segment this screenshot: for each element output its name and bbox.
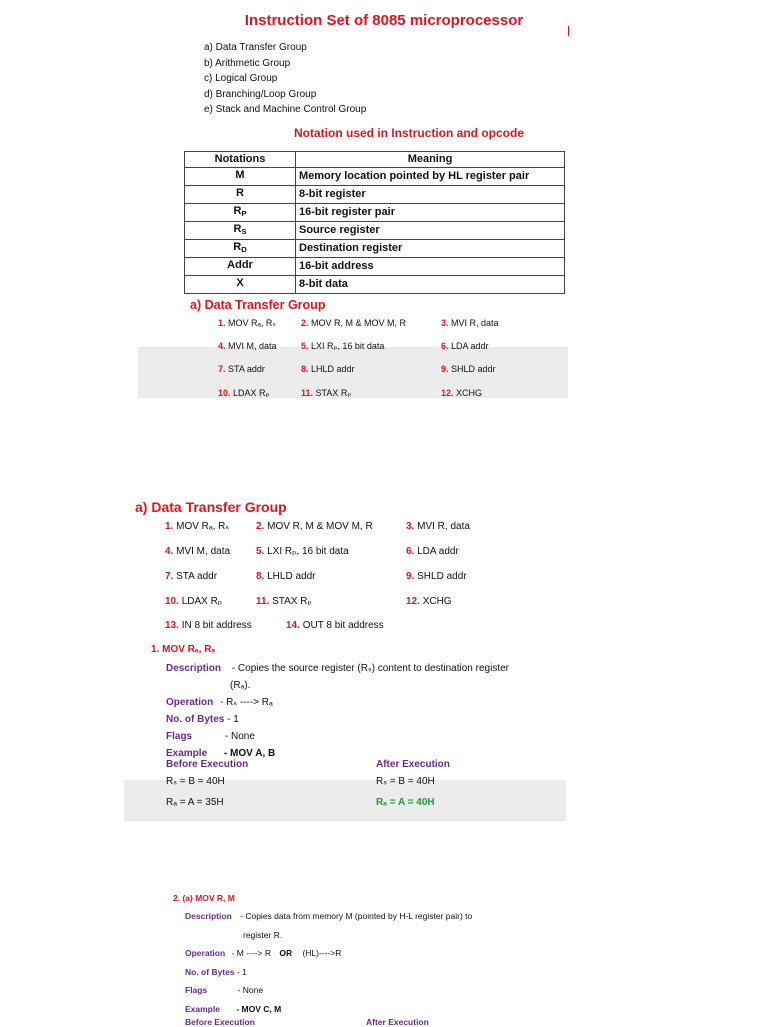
mov-details: [166, 660, 509, 762]
instruction-item: 3. MVI R, data: [406, 521, 470, 532]
before-label: Before Execution: [166, 759, 249, 770]
instruction-item: 4. MVI M, data: [218, 341, 277, 351]
before-label: Before Execution: [185, 1017, 255, 1027]
notation-cell: R: [236, 187, 244, 199]
table-row: [185, 168, 565, 186]
header-meaning: Meaning: [296, 152, 565, 168]
instruction-item: 10. LDAX Rₚ: [165, 596, 223, 607]
after-label: After Execution: [366, 1017, 429, 1027]
bytes-value: - 1: [236, 966, 247, 977]
meaning-cell: Source register: [296, 222, 565, 240]
notation-cell: R: [233, 241, 242, 253]
notation-cell: R: [233, 223, 242, 235]
notation-sub: P: [241, 209, 247, 218]
flags-value: - None: [237, 985, 264, 995]
operation-label: Operation: [166, 697, 214, 708]
table-row: [185, 222, 565, 240]
meaning-cell: 8-bit data: [296, 276, 565, 294]
table-header-row: [185, 152, 565, 168]
flags-value: - None: [224, 731, 255, 742]
instruction-item: 9. SHLD addr: [441, 364, 496, 374]
table-row: [185, 204, 565, 222]
movrm-details: [185, 907, 472, 1018]
red-mark: [568, 26, 569, 36]
operation-value: (HL)---->R: [302, 948, 342, 958]
description-text: - Copies the source register (Rₛ) content to destination register: [231, 663, 509, 674]
description-label: Description: [166, 663, 222, 674]
operation-value: - M ----> R: [231, 948, 271, 958]
operation-or: OR: [279, 948, 293, 958]
meaning-cell: 8-bit register: [296, 186, 565, 204]
instruction-title: 1. MOV Rₐ, Rₛ: [151, 644, 216, 655]
bytes-value: - 1: [227, 714, 239, 725]
notation-cell: Addr: [227, 259, 253, 271]
notation-cell: X: [236, 277, 244, 289]
instruction-item: 8. LHLD addr: [256, 571, 316, 582]
table-row: [185, 276, 565, 294]
bytes-label: No. of Bytes: [166, 714, 225, 725]
instruction-item: 3. MVI R, data: [441, 318, 499, 328]
operation-label: Operation: [185, 948, 226, 958]
description-label: Description: [185, 911, 232, 921]
meaning-cell: Memory location pointed by HL register pair: [296, 168, 565, 186]
after-value: Rₐ = A = 40H: [376, 797, 435, 808]
after-value: Rₛ = B = 40H: [376, 776, 435, 787]
notation-sub: D: [241, 245, 247, 254]
group-item: e) Stack and Machine Control Group: [204, 104, 367, 115]
instruction-item: 8. LHLD addr: [301, 364, 355, 374]
instruction-item: 11. STAX Rₚ: [301, 388, 352, 398]
description-text: (Rₐ).: [230, 680, 251, 691]
instruction-item: 4. MVI M, data: [165, 546, 231, 557]
section-heading: a) Data Transfer Group: [190, 298, 326, 312]
group-list: [204, 40, 366, 118]
flags-label: Flags: [166, 731, 193, 742]
bytes-label: No. of Bytes: [185, 966, 235, 977]
instruction-item: 1. MOV Rₐ, Rₛ: [165, 521, 230, 532]
instruction-item: 7. STA addr: [165, 571, 218, 582]
instruction-item: 7. STA addr: [218, 364, 265, 374]
instruction-item: 5. LXI Rₚ, 16 bit data: [256, 546, 349, 557]
instruction-item: 12. XCHG: [406, 596, 452, 607]
instruction-item: 14. OUT 8 bit address: [286, 620, 384, 631]
instruction-item: 10. LDAX Rₚ: [218, 388, 270, 398]
description-text: - Copies data from memory M (pointed by H-L register pair) to: [240, 911, 473, 921]
table-row: [185, 240, 565, 258]
example-label: Example: [166, 748, 208, 759]
table-row: [185, 186, 565, 204]
meaning-cell: 16-bit register pair: [296, 204, 565, 222]
operation-value: - Rₛ ----> Rₐ: [220, 697, 273, 708]
notation-table: [184, 151, 565, 294]
before-value: Rₐ = A = 35H: [166, 797, 224, 808]
group-item: b) Arithmetic Group: [204, 57, 291, 69]
instruction-item: 5. LXI Rₚ, 16 bit data: [301, 341, 385, 351]
instruction-title: 2. (a) MOV R, M: [173, 893, 235, 903]
before-value: Rₛ = B = 40H: [166, 776, 225, 787]
meaning-cell: 16-bit address: [296, 258, 565, 276]
instruction-item: 12. XCHG: [441, 388, 483, 398]
instruction-item: 9. SHLD addr: [406, 571, 467, 582]
header-notations: Notations: [185, 152, 296, 168]
after-label: After Execution: [376, 759, 450, 770]
instruction-item: 2. MOV R, M & MOV M, R: [301, 318, 407, 328]
notation-sub: S: [241, 227, 247, 236]
meaning-cell: Destination register: [296, 240, 565, 258]
group-item: c) Logical Group: [204, 73, 278, 84]
instruction-item: 1. MOV Rₐ, Rₛ: [218, 318, 276, 328]
example-value: - MOV C, M: [236, 1003, 282, 1014]
example-label: Example: [185, 1003, 220, 1014]
instruction-item: 6. LDA addr: [406, 546, 459, 557]
notation-cell: R: [233, 205, 242, 217]
instruction-item: 13. IN 8 bit address: [165, 620, 252, 631]
page-title: Instruction Set of 8085 microprocessor: [244, 12, 524, 29]
notation-title: Notation used in Instruction and opcode: [294, 126, 524, 140]
group-item: a) Data Transfer Group: [204, 42, 307, 53]
notation-cell: M: [235, 169, 245, 181]
instruction-item: 11. STAX Rₚ: [256, 596, 312, 607]
flags-label: Flags: [185, 985, 208, 995]
group-item: d) Branching/Loop Group: [204, 88, 317, 100]
instruction-item: 2. MOV R, M & MOV M, R: [256, 521, 373, 532]
table-row: [185, 258, 565, 276]
instruction-item: 6. LDA addr: [441, 341, 489, 351]
example-value: - MOV A, B: [223, 748, 276, 759]
section-heading: a) Data Transfer Group: [135, 499, 287, 515]
description-text: register R.: [243, 929, 283, 940]
